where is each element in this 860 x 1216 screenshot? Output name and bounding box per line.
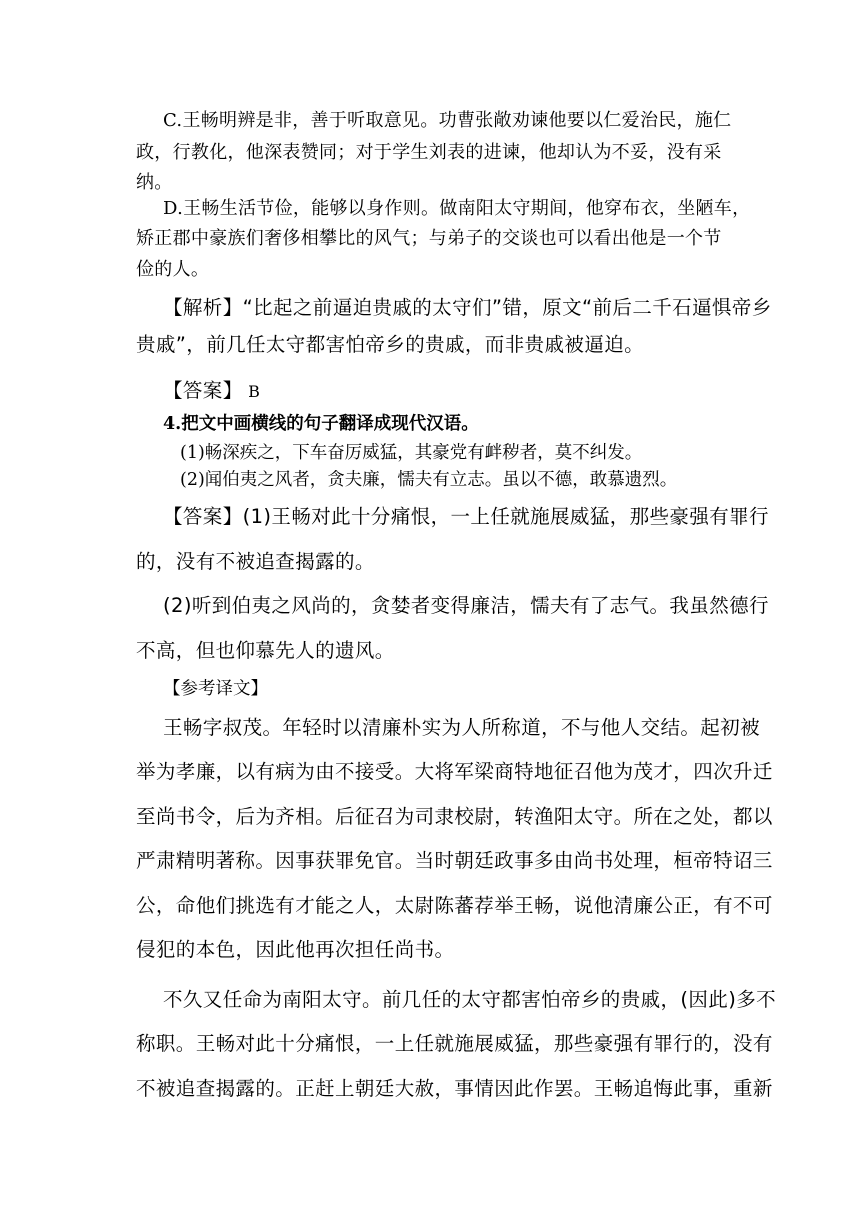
ref-p1-line-2: 举为孝廉，以有病为由不接受。大将军梁商特地征召他为茂才，四次升迁 — [136, 760, 773, 783]
answer-4-tag: 【答案】 — [163, 505, 243, 528]
option-c-line-2: 政，行教化，他深表赞同；对于学生刘表的进谏，他却认为不妥，没有采 — [136, 142, 722, 163]
option-d-line-1: D.王畅生活节俭，能够以身作则。做南阳太守期间，他穿布衣，坐陋车， — [163, 198, 751, 219]
ref-p2-line-3: 不被追查揭露的。正赶上朝廷大赦，事情因此作罢。王畅追悔此事，重新 — [136, 1077, 773, 1100]
answer-3 — [163, 375, 260, 403]
analysis-tag: 【解析】 — [163, 296, 243, 319]
ref-p2-line-2: 称职。王畅对此十分痛恨，一上任就施展威猛，那些豪强有罪行的，没有 — [136, 1032, 773, 1055]
analysis-line-1 — [163, 292, 772, 320]
option-c-line-1: C.王畅明辨是非，善于听取意见。功曹张敞劝谏他要以仁爱治民，施仁 — [163, 110, 732, 131]
ref-p1-line-3: 至尚书令，后为齐相。后征召为司隶校尉，转渔阳太守。所在之处，都以 — [136, 805, 773, 828]
answer-3-value: B — [242, 382, 261, 401]
option-d-line-3: 俭的人。 — [136, 259, 210, 280]
ref-p2-line-1: 不久又任命为南阳太守。前几任的太守都害怕帝乡的贵戚，(因此)多不 — [163, 988, 777, 1011]
answer-4-line-3: (2)听到伯夷之风尚的，贪婪者变得廉洁，懦夫有了志气。我虽然德行 — [163, 594, 769, 617]
answer-3-tag: 【答案】 — [163, 379, 243, 402]
ref-p1-line-6: 侵犯的本色，因此他再次担任尚书。 — [136, 938, 455, 961]
ref-p1-line-1: 王畅字叔茂。年轻时以清廉朴实为人所称道，不与他人交结。起初被 — [163, 716, 761, 739]
answer-4-text-1: (1)王畅对此十分痛恨，一上任就施展威猛，那些豪强有罪行 — [242, 505, 769, 528]
question-4-item-1: (1)畅深疾之，下车奋厉威猛，其豪党有衅秽者，莫不纠发。 — [180, 443, 643, 463]
answer-4-line-4: 不高，但也仰慕先人的遗风。 — [136, 639, 395, 662]
analysis-text-1: “比起之前逼迫贵戚的太守们”错，原文“前后二千石逼惧帝乡 — [242, 296, 772, 319]
reference-heading: 【参考译文】 — [163, 679, 268, 699]
question-4-title: 4.把文中画横线的句子翻译成现代汉语。 — [163, 414, 479, 434]
answer-4-line-1 — [163, 501, 769, 529]
answer-4-line-2: 的，没有不被追查揭露的。 — [136, 550, 375, 573]
analysis-line-2: 贵戚”，前几任太守都害怕帝乡的贵戚，而非贵戚被逼迫。 — [136, 333, 645, 356]
option-d-line-2: 矫正郡中豪族们奢侈相攀比的风气；与弟子的交谈也可以看出他是一个节 — [136, 228, 722, 249]
question-4-item-2: (2)闻伯夷之风者，贪夫廉，懦夫有立志。虽以不德，敢慕遗烈。 — [180, 470, 678, 490]
option-c-line-3: 纳。 — [136, 172, 173, 193]
ref-p1-line-4: 严肃精明著称。因事获罪免官。当时朝廷政事多由尚书处理，桓帝特诏三 — [136, 849, 773, 872]
ref-p1-line-5: 公，命他们挑选有才能之人，太尉陈蕃荐举王畅，说他清廉公正，有不可 — [136, 894, 773, 917]
